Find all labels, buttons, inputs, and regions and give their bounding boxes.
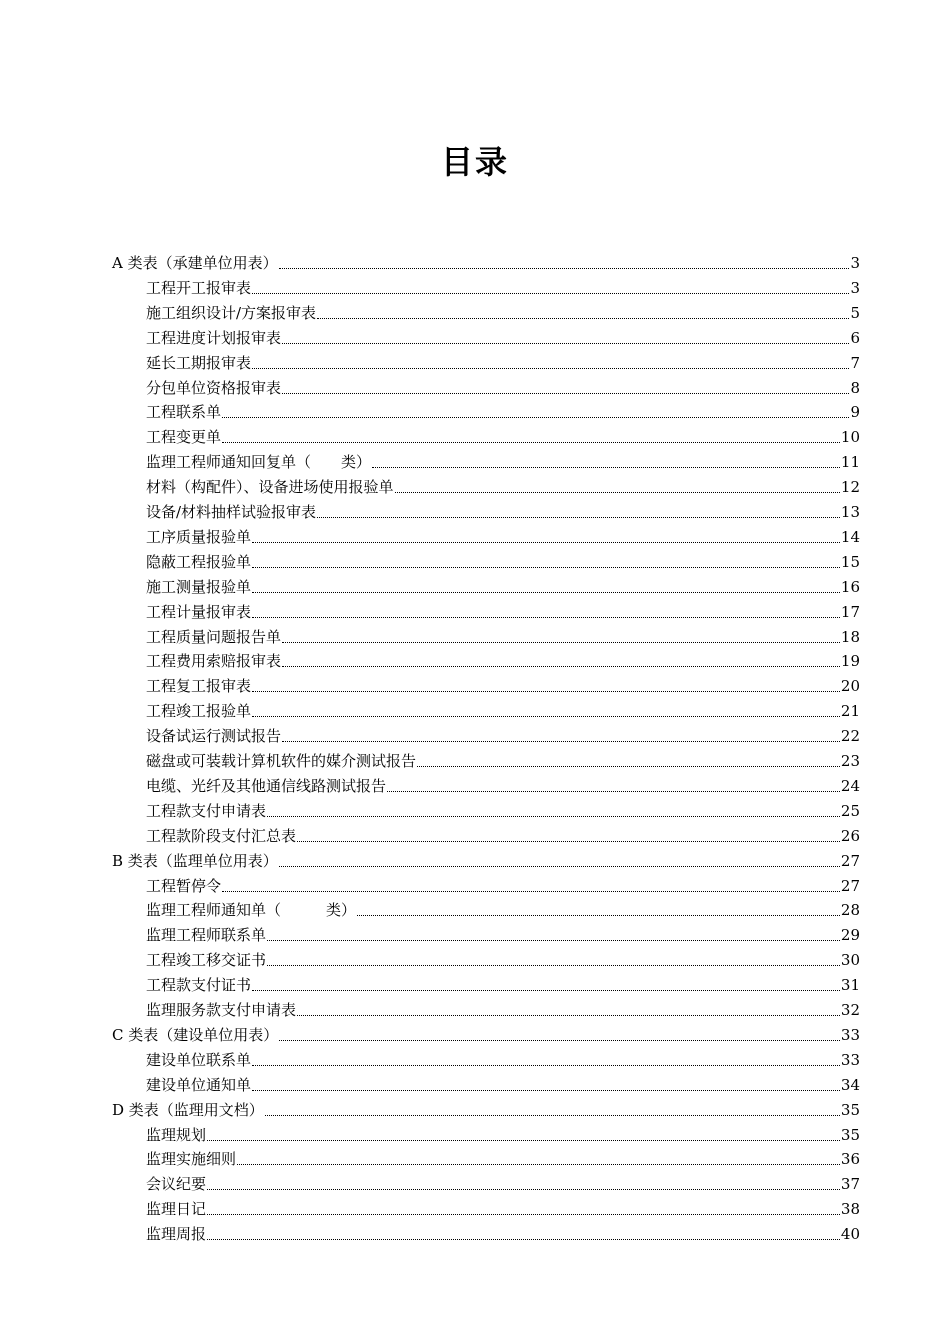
toc-dot-leader [417, 751, 840, 771]
toc-dot-leader [267, 801, 840, 821]
toc-dot-leader [282, 378, 849, 398]
toc-dot-leader [317, 303, 849, 323]
toc-entry[interactable] [146, 373, 860, 398]
toc-dot-leader [282, 651, 840, 671]
toc-entry-label: 工程款阶段支付汇总表 [146, 826, 297, 845]
toc-entry-page-number: 5 [850, 303, 860, 322]
toc-entry-page-number: 40 [840, 1225, 860, 1244]
toc-entry-label: 分包单位资格报审表 [146, 378, 282, 397]
toc-entry[interactable] [146, 945, 860, 970]
toc-entry-label: 设备试运行测试报告 [146, 727, 282, 746]
toc-entry-page-number: 15 [840, 552, 860, 571]
toc-entry-page-number: 19 [840, 652, 860, 671]
toc-entry[interactable] [146, 1120, 860, 1145]
toc-entry[interactable] [146, 497, 860, 522]
toc-entry[interactable] [146, 323, 860, 348]
toc-entry[interactable] [146, 597, 860, 622]
toc-entry[interactable] [146, 422, 860, 447]
toc-entry-label: 监理工程师通知回复单（ 类） [146, 453, 372, 472]
toc-entry[interactable] [146, 1045, 860, 1070]
toc-entry-label: 建设单位通知单 [146, 1075, 252, 1094]
toc-dot-leader [252, 975, 840, 995]
toc-dot-leader [252, 577, 840, 597]
toc-entry-label: 工程进度计划报审表 [146, 328, 282, 347]
toc-dot-leader [252, 602, 840, 622]
toc-entry[interactable] [146, 1144, 860, 1169]
toc-entry-page-number: 9 [850, 403, 860, 422]
toc-dot-leader [237, 1149, 840, 1169]
toc-entry-page-number: 12 [840, 478, 860, 497]
toc-entry-label: 工程款支付申请表 [146, 801, 267, 820]
toc-entry[interactable] [146, 1219, 860, 1244]
toc-entry-page-number: 33 [840, 1025, 860, 1044]
toc-entry-page-number: 3 [850, 278, 860, 297]
toc-entry[interactable] [146, 671, 860, 696]
toc-entry[interactable] [146, 572, 860, 597]
toc-dot-leader [279, 1025, 840, 1045]
toc-entry-label: 工程计量报审表 [146, 602, 252, 621]
toc-dot-leader [387, 776, 840, 796]
toc-dot-leader [252, 353, 849, 373]
toc-entry[interactable] [146, 622, 860, 647]
toc-dot-leader [282, 726, 840, 746]
toc-section-entry[interactable] [112, 846, 860, 871]
toc-entry-page-number: 25 [840, 801, 860, 820]
toc-section-entry[interactable] [112, 248, 860, 273]
toc-entry-label: A 类表（承建单位用表） [112, 254, 278, 272]
toc-entry-page-number: 30 [840, 951, 860, 970]
toc-entry-label: 材料（构配件）、设备进场使用报验单 [146, 478, 394, 497]
toc-entry-page-number: 33 [840, 1050, 860, 1069]
toc-section-entry[interactable] [112, 1020, 860, 1045]
toc-entry[interactable] [146, 895, 860, 920]
toc-dot-leader [297, 826, 840, 846]
toc-dot-leader [222, 402, 849, 422]
toc-dot-leader [395, 477, 840, 497]
toc-dot-leader [267, 950, 840, 970]
toc-entry[interactable] [146, 397, 860, 422]
toc-entry[interactable] [146, 696, 860, 721]
toc-entry-label: 监理实施细则 [146, 1150, 237, 1169]
toc-entry-label: 设备/材料抽样试验报审表 [146, 503, 317, 521]
toc-entry-label: 建设单位联系单 [146, 1050, 252, 1069]
toc-entry-label: 工程暂停令 [146, 876, 222, 895]
toc-entry[interactable] [146, 871, 860, 896]
toc-dot-leader [252, 1050, 840, 1070]
toc-entry-label: 隐蔽工程报验单 [146, 552, 252, 571]
toc-entry-label: C 类表（建设单位用表） [112, 1025, 279, 1044]
toc-entry-label: 工程竣工报验单 [146, 702, 252, 721]
toc-dot-leader [252, 701, 840, 721]
toc-dot-leader [357, 900, 840, 920]
toc-entry-page-number: 17 [840, 602, 860, 621]
toc-dot-leader [267, 925, 840, 945]
page-title: 目录 [440, 143, 509, 181]
toc-entry-page-number: 36 [840, 1150, 860, 1169]
toc-entry[interactable] [146, 646, 860, 671]
toc-entry-page-number: 22 [840, 727, 860, 746]
toc-entry-label: 监理周报 [146, 1225, 207, 1244]
toc-entry-label: 监理规划 [146, 1125, 207, 1144]
toc-entry[interactable] [146, 447, 860, 472]
toc-dot-leader [372, 452, 840, 472]
toc-dot-leader [317, 502, 840, 522]
toc-dot-leader [222, 427, 840, 447]
toc-entry-page-number: 37 [840, 1175, 860, 1194]
toc-entry-page-number: 11 [840, 453, 860, 472]
toc-entry[interactable] [146, 771, 860, 796]
toc-entry-label: 工程竣工移交证书 [146, 951, 267, 970]
toc-entry[interactable] [146, 995, 860, 1020]
toc-entry-page-number: 29 [840, 926, 860, 945]
toc-entry-page-number: 24 [840, 776, 860, 795]
toc-entry[interactable] [146, 721, 860, 746]
toc-entry-label: 监理日记 [146, 1200, 207, 1219]
toc-entry-page-number: 35 [840, 1100, 860, 1119]
toc-dot-leader [252, 527, 840, 547]
toc-dot-leader [252, 676, 840, 696]
toc-entry-page-number: 8 [850, 378, 860, 397]
toc-entry-page-number: 34 [840, 1075, 860, 1094]
toc-section-entry[interactable] [112, 1095, 860, 1120]
toc-dot-leader [207, 1125, 840, 1145]
toc-entry-label: 工程变更单 [146, 428, 222, 447]
toc-dot-leader [252, 552, 840, 572]
toc-entry-page-number: 35 [840, 1125, 860, 1144]
toc-entry[interactable] [146, 273, 860, 298]
toc-entry-label: 电缆、光纤及其他通信线路测试报告 [146, 776, 387, 795]
toc-entry-label: 监理工程师联系单 [146, 926, 267, 945]
toc-entry-page-number: 31 [840, 976, 860, 995]
toc-entry-page-number: 10 [840, 428, 860, 447]
toc-entry-page-number: 7 [850, 353, 860, 372]
toc-entry-label: D 类表（监理用文档） [112, 1100, 264, 1119]
toc-entry-label: 工程费用索赔报审表 [146, 652, 282, 671]
toc-dot-leader [279, 253, 850, 273]
toc-entry-page-number: 26 [840, 826, 860, 845]
toc-dot-leader [222, 876, 840, 896]
toc-dot-leader [207, 1199, 840, 1219]
toc-entry[interactable] [146, 522, 860, 547]
toc-entry[interactable] [146, 970, 860, 995]
toc-entry-label: 磁盘或可装载计算机软件的媒介测试报告 [146, 752, 417, 770]
toc-entry-label: B 类表（监理单位用表） [112, 851, 278, 870]
toc-dot-leader [252, 1075, 840, 1095]
toc-dot-leader [252, 278, 849, 298]
toc-entry-page-number: 20 [840, 677, 860, 696]
toc-entry-label: 监理服务款支付申请表 [146, 1001, 297, 1019]
toc-entry[interactable] [146, 821, 860, 846]
toc-entry[interactable] [146, 348, 860, 373]
toc-entry-label: 工程联系单 [146, 403, 222, 422]
toc-entry-label: 施工测量报验单 [146, 577, 252, 596]
toc-entry-page-number: 28 [840, 901, 860, 920]
toc-entry[interactable] [146, 1169, 860, 1194]
toc-entry-page-number: 14 [840, 527, 860, 546]
toc-entry[interactable] [146, 472, 860, 497]
toc-dot-leader [297, 1000, 840, 1020]
toc-entry-page-number: 18 [840, 627, 860, 646]
toc-entry-label: 工程复工报审表 [146, 677, 252, 696]
toc-entry-label: 工序质量报验单 [146, 527, 252, 546]
toc-entry-page-number: 3 [850, 254, 860, 272]
toc-entry-label: 工程款支付证书 [146, 976, 252, 995]
toc-entry-page-number: 38 [840, 1200, 860, 1219]
toc-entry[interactable] [146, 1070, 860, 1095]
toc-entry-page-number: 13 [840, 503, 860, 521]
toc-dot-leader [207, 1174, 840, 1194]
toc-entry[interactable] [146, 298, 860, 323]
toc-dot-leader [282, 627, 840, 647]
toc-entry[interactable] [146, 547, 860, 572]
toc-entry-label: 工程质量问题报告单 [146, 627, 282, 646]
toc-entry-label: 工程开工报审表 [146, 278, 252, 297]
toc-entry[interactable] [146, 1194, 860, 1219]
toc-entry-label: 施工组织设计/方案报审表 [146, 303, 317, 322]
toc-entry-page-number: 16 [840, 577, 860, 596]
toc-dot-leader [265, 1100, 840, 1120]
toc-entry-label: 会议纪要 [146, 1175, 207, 1194]
toc-entry[interactable] [146, 796, 860, 821]
toc-entry-label: 监理工程师通知单（ 类） [146, 901, 357, 920]
toc-entry-page-number: 23 [840, 752, 860, 770]
toc-entry-page-number: 21 [840, 702, 860, 721]
toc-entry-page-number: 27 [840, 851, 860, 870]
toc-entry-page-number: 27 [840, 876, 860, 895]
toc-entry-label: 延长工期报审表 [146, 353, 252, 372]
toc-entry[interactable] [146, 746, 860, 771]
toc-dot-leader [207, 1224, 840, 1244]
toc-entry-page-number: 32 [840, 1001, 860, 1019]
toc-dot-leader [282, 328, 849, 348]
toc-entry-page-number: 6 [850, 328, 860, 347]
toc-dot-leader [279, 851, 840, 871]
toc-entry[interactable] [146, 920, 860, 945]
